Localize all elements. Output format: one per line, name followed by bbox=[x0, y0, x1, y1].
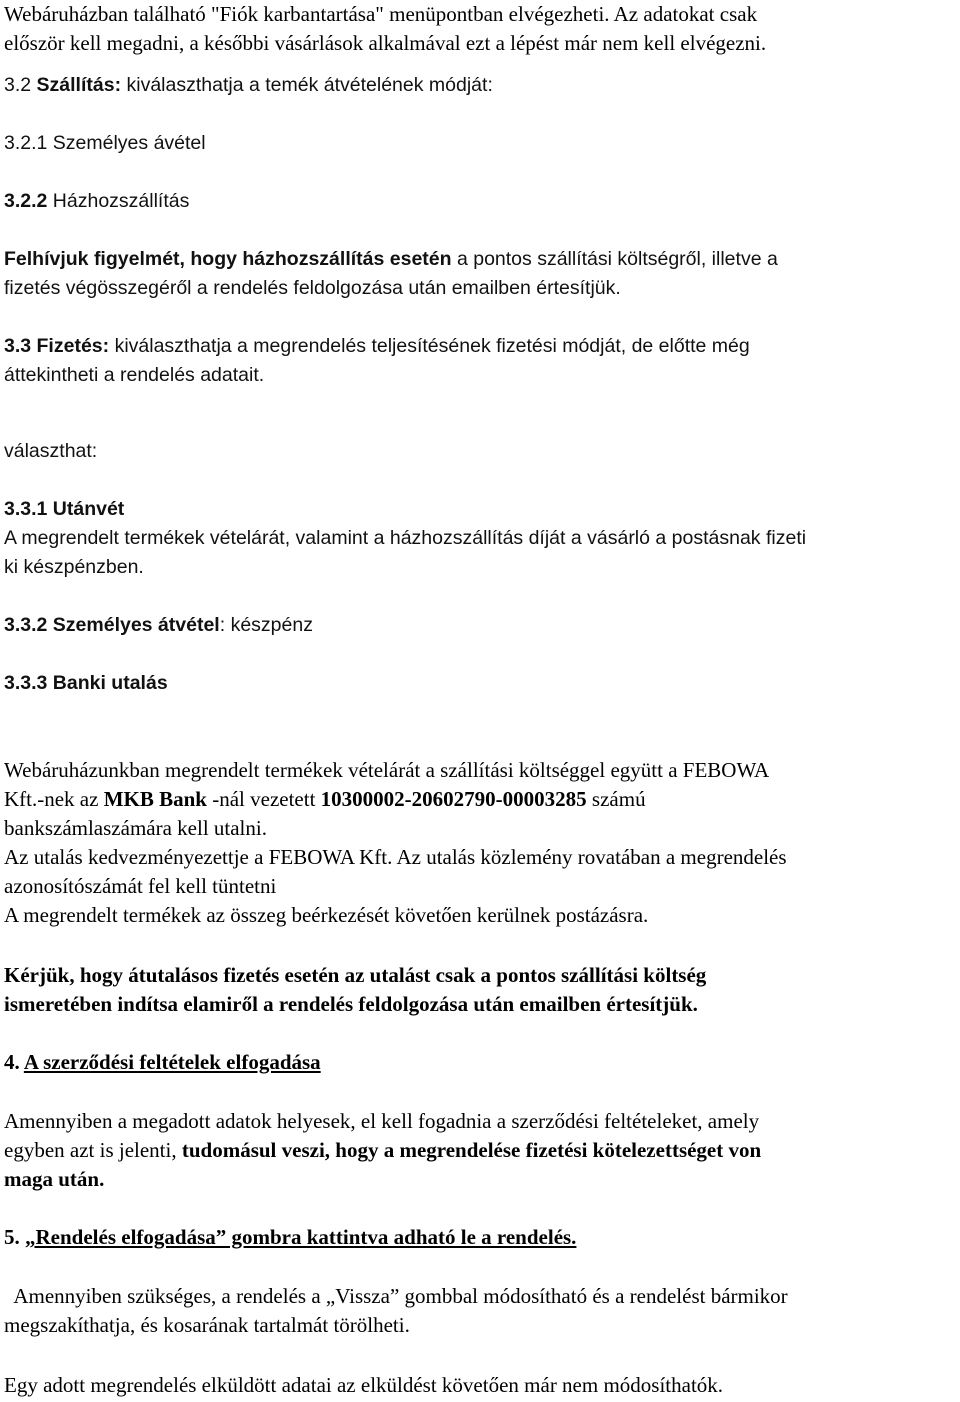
transfer-warning: Kérjük, hogy átutalásos fizetés esetén az utalást csak a pontos szállítási költség ismeretében indítsa elamiről a rendelés feldolgozása után emailben értesítjük. bbox=[4, 963, 707, 1016]
payment-option-bank: 3.3.3 Banki utalás bbox=[4, 672, 168, 694]
bank-name: MKB Bank bbox=[103, 787, 207, 811]
order-title: „Rendelés elfogadása” gombra kattintva adható le a rendelés. bbox=[25, 1225, 577, 1249]
delivery-notice: Felhívjuk figyelmét, hogy házhozszállítás esetén a pontos szállítási költségről, illetve a fizetés végösszegéről a rendelés feldolgozása után emailben értesítjük. bbox=[4, 248, 778, 299]
terms-heading: 4. A szerződési feltételek elfogadása bbox=[4, 1050, 321, 1074]
terms-paragraph: Amennyiben a megadott adatok helyesek, el kell fogadnia a szerződési feltételeket, amely egyben azt is jelenti, tudomásul veszi, hogy a megrendelése fizetési kötelezettséget von maga után. bbox=[4, 1109, 762, 1191]
final-note: Egy adott megrendelés elküldött adatai az elküldést követően már nem módosíthatók. bbox=[4, 1373, 724, 1397]
bank-transfer-paragraph: Webáruházunkban megrendelt termékek vételárát a szállítási költséggel együtt a FEBOWA Kft.-nek az MKB Bank -nál vezetett 10300002-20602790-00003285 számú bankszámlaszámára kell utalni. Az utalás kedvezményezettje a FEBOWA Kft. Az utalás közlemény rovatában a megrendelés azonosítószámát fel kell tüntetni A megrendelt termékek az összeg beérkezését követően kerülnek postázásra. bbox=[4, 758, 787, 927]
payment-heading: 3.3 Fizetés: kiválaszthatja a megrendelés teljesítésének fizetési módját, de előtte még áttekintheti a rendelés adatait. bbox=[4, 335, 750, 386]
shipping-option-personal: 3.2.1 Személyes ávétel bbox=[4, 132, 206, 154]
bank-account-number: 10300002-20602790-00003285 bbox=[320, 787, 587, 811]
order-heading: 5. „Rendelés elfogadása” gombra kattintva adható le a rendelés. bbox=[4, 1225, 577, 1249]
payment-choose-label: választhat: bbox=[4, 440, 98, 462]
terms-title: A szerződési feltételek elfogadása bbox=[23, 1050, 321, 1074]
intro-line-1: Webáruházban található "Fiók karbantartása" menüpontban elvégezheti. Az adatokat csak bbox=[4, 2, 758, 26]
shipping-heading: 3.2 Szállítás: kiválaszthatja a temék átvételének módját: bbox=[4, 74, 493, 96]
payment-option-cod: 3.3.1 Utánvét A megrendelt termékek vételárát, valamint a házhozszállítás díját a vásárló a postásnak fizeti ki készpénzben. bbox=[4, 498, 807, 578]
payment-option-personal: 3.3.2 Személyes átvétel: készpénz bbox=[4, 614, 313, 636]
intro-line-2: először kell megadni, a későbbi vásárlások alkalmával ezt a lépést már nem kell elvégezni. bbox=[4, 31, 767, 55]
intro-paragraph bbox=[4, 0, 944, 58]
order-paragraph: Amennyiben szükséges, a rendelés a „Vissza” gombbal módosítható és a rendelést bármikor megszakíthatja, és kosarának tartalmát törölheti. bbox=[4, 1284, 788, 1337]
shipping-option-delivery: 3.2.2 Házhozszállítás bbox=[4, 190, 190, 212]
